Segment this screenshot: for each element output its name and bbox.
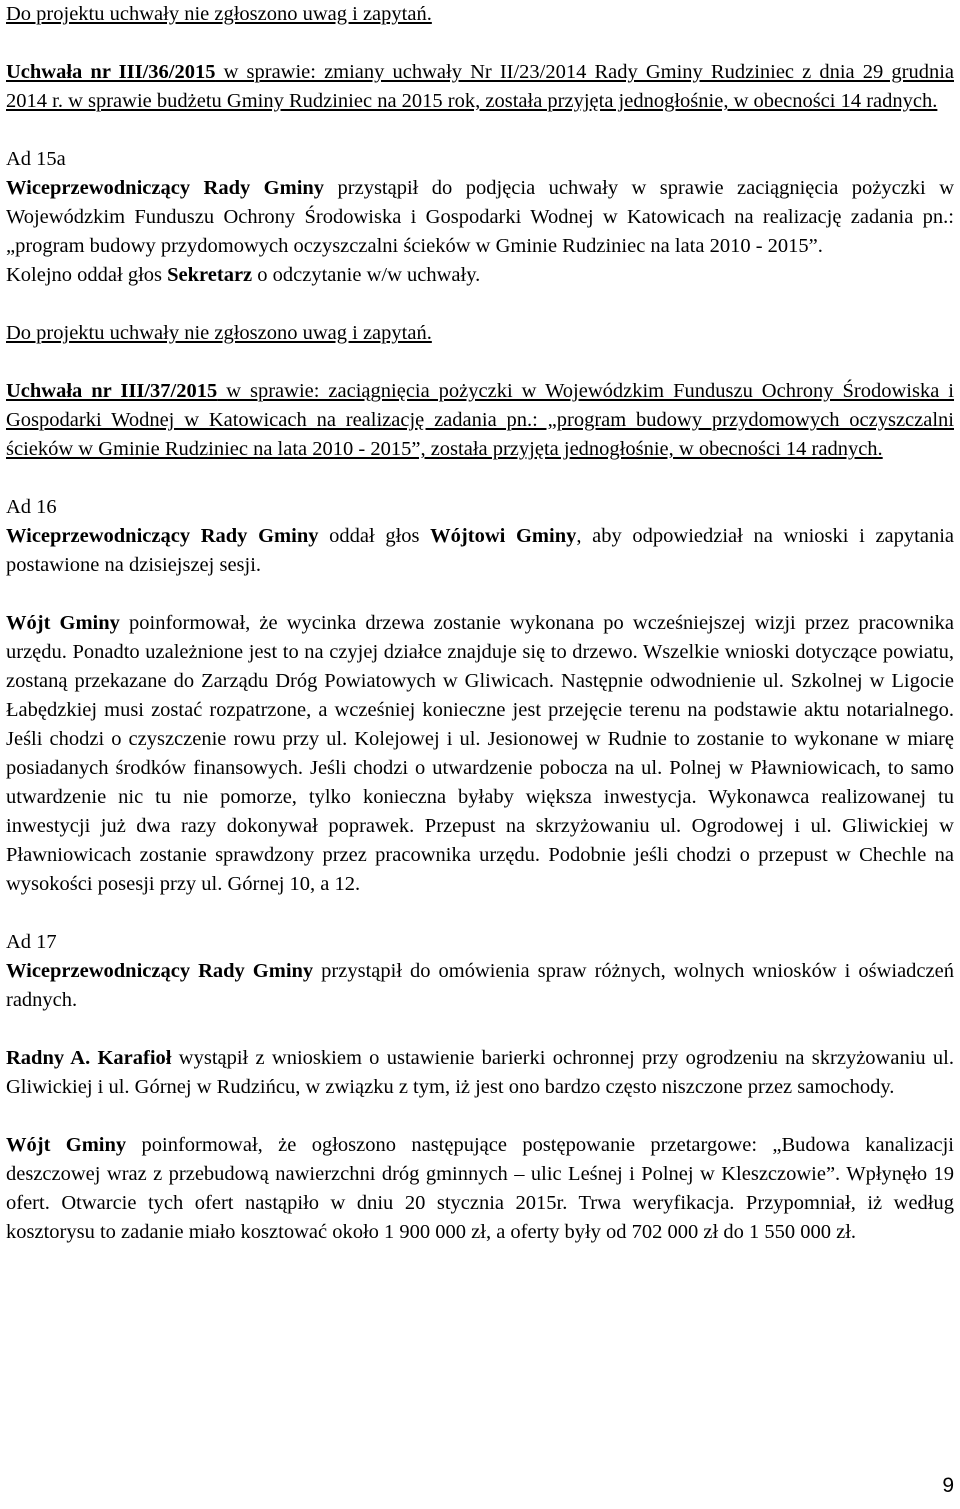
mayor-label: Wójtowi Gminy xyxy=(430,525,577,547)
mayor-tender-paragraph xyxy=(6,1131,954,1247)
resolution-37-body: w sprawie: zaciągnięcia pożyczki w Wojewódzkim Funduszu Ochrony Środowiska i Gospodarki Wodnej w Katowicach na realizację zadania pn.: „program budowy przydomowych oczyszczalni ścieków w Gminie Rudziniec na lata 2010 - 2015”, została przyjęta jednogłośnie, w obecności 14 radnych. xyxy=(6,380,955,460)
vice-chairman-label: Wiceprzewodniczący Rady Gminy xyxy=(6,525,319,547)
ad-15a-intro-text: przystąpił do podjęcia uchwały w sprawie zaciągnięcia pożyczki w Wojewódzkim Funduszu Ochrony Środowiska i Gospodarki Wodnej w Katowicach na realizację zadania pn.: „program budowy przydomowych oczyszczalni ścieków w Gminie Rudziniec na lata 2010 - 2015”. xyxy=(6,177,954,257)
document-page xyxy=(6,0,954,1276)
no-remarks-note-2 xyxy=(6,319,954,348)
resolution-37-paragraph xyxy=(6,377,954,464)
mayor-label: Wójt Gminy xyxy=(6,1134,127,1156)
no-remarks-text-2: Do projektu uchwały nie zgłoszono uwag i zapytań. xyxy=(6,322,432,344)
section-ad-15a xyxy=(6,145,954,290)
page-number: 9 xyxy=(942,1474,954,1497)
section-ad-15a-heading: Ad 15a xyxy=(6,148,66,170)
ad-16-intro-end: , aby odpowiedział na wnioski i zapytania postawione na dzisiejszej sesji. xyxy=(6,525,954,576)
secretary-line-end: o odczytanie w/w uchwały. xyxy=(252,264,481,286)
councillor-label: Radny A. Karafioł xyxy=(6,1047,172,1069)
section-ad-16 xyxy=(6,493,954,580)
ad-15a-secretary-line xyxy=(6,261,954,290)
ad-15a-intro xyxy=(6,174,954,261)
ad-17-intro-text: przystąpił do omówienia spraw różnych, wolnych wniosków i oświadczeń radnych. xyxy=(6,960,954,1011)
ad-16-intro-text: oddał głos xyxy=(318,525,431,547)
resolution-37-text xyxy=(6,377,954,464)
mayor-answer-text xyxy=(6,609,954,899)
mayor-answer-paragraph xyxy=(6,609,954,899)
resolution-36-number: Uchwała nr III/36/2015 xyxy=(6,61,216,83)
councillor-request-body: wystąpił z wnioskiem o ustawienie barierki ochronnej przy ogrodzeniu na skrzyżowaniu ul. Gliwickiej i ul. Górnej w Rudzińcu, w związku z tym, iż jest ono bardzo często niszczone przez samochody. xyxy=(6,1047,955,1098)
mayor-tender-text xyxy=(6,1131,954,1247)
ad-16-intro xyxy=(6,522,954,580)
vice-chairman-label: Wiceprzewodniczący Rady Gminy xyxy=(6,960,314,982)
mayor-tender-body: poinformował, że ogłoszono następujące postępowanie przetargowe: „Budowa kanalizacji deszczowej wraz z przebudową nawierzchni dróg gminnych – ulic Leśnej i Polnej w Kleszczowie”. Wpłynęło 19 ofert. Otwarcie tych ofert nastąpiło w dniu 20 stycznia 2015r. Trwa weryfikacja. Przypomniał, iż według kosztorysu to zadanie miało kosztować około 1 900 000 zł, a oferty były od 702 000 zł do 1 550 000 zł. xyxy=(6,1134,954,1243)
vice-chairman-label: Wiceprzewodniczący Rady Gminy xyxy=(6,177,325,199)
resolution-36-text xyxy=(6,58,954,116)
ad-17-intro xyxy=(6,957,954,1015)
mayor-label: Wójt Gminy xyxy=(6,612,120,634)
mayor-answer-body: poinformował, że wycinka drzewa zostanie wykonana po wcześniejszej wizji przez pracownika urzędu. Ponadto uzależnione jest to na czyjej działce znajduje się to drzewo. Wszelkie wnioski dotyczące powiatu, zostaną przekazane do Zarządu Dróg Powiatowych w Gliwicach. Następnie odwodnienie ul. Szkolnej w Ligocie Łabędzkiej musi zostać rozpatrzone, a wcześniej konieczne jest przejęcie terenu na podstawie aktu notarialnego. Jeśli chodzi o czyszczenie rowu przy ul. Kolejowej i ul. Jesionowej w Rudnie to zostanie to wykonane w miarę posiadanych środków finansowych. Jeśli chodzi o utwardzenie pobocza na ul. Polnej w Pławniowicach, to samo utwardzenie nic tu nie pomorze, tylko konieczna byłaby większa inwestycja. Wykonawca realizowanej tu inwestycji już dwa razy dokonywał poprawek. Przepust na skrzyżowaniu ul. Ogrodowej i ul. Gliwickiej w Pławniowicach zostanie sprawdzony przez pracownika urzędu. Podobnie jeśli chodzi o przepust w Chechle na wysokości posesji przy ul. Górnej 10, a 12. xyxy=(6,612,954,895)
councillor-request-text xyxy=(6,1044,954,1102)
resolution-36-paragraph xyxy=(6,58,954,116)
no-remarks-text: Do projektu uchwały nie zgłoszono uwag i zapytań. xyxy=(6,3,432,25)
councillor-request-paragraph xyxy=(6,1044,954,1102)
secretary-label: Sekretarz xyxy=(167,264,253,286)
secretary-line-start: Kolejno oddał głos xyxy=(6,264,168,286)
no-remarks-note-1 xyxy=(6,0,954,29)
section-ad-17-heading: Ad 17 xyxy=(6,931,57,953)
section-ad-16-heading: Ad 16 xyxy=(6,496,57,518)
resolution-37-number: Uchwała nr III/37/2015 xyxy=(6,380,218,402)
resolution-36-body: w sprawie: zmiany uchwały Nr II/23/2014 Rady Gminy Rudziniec z dnia 29 grudnia 2014 r. w sprawie budżetu Gminy Rudziniec na 2015 rok, została przyjęta jednogłośnie, w obecności 14 radnych. xyxy=(6,61,954,112)
section-ad-17 xyxy=(6,928,954,1015)
